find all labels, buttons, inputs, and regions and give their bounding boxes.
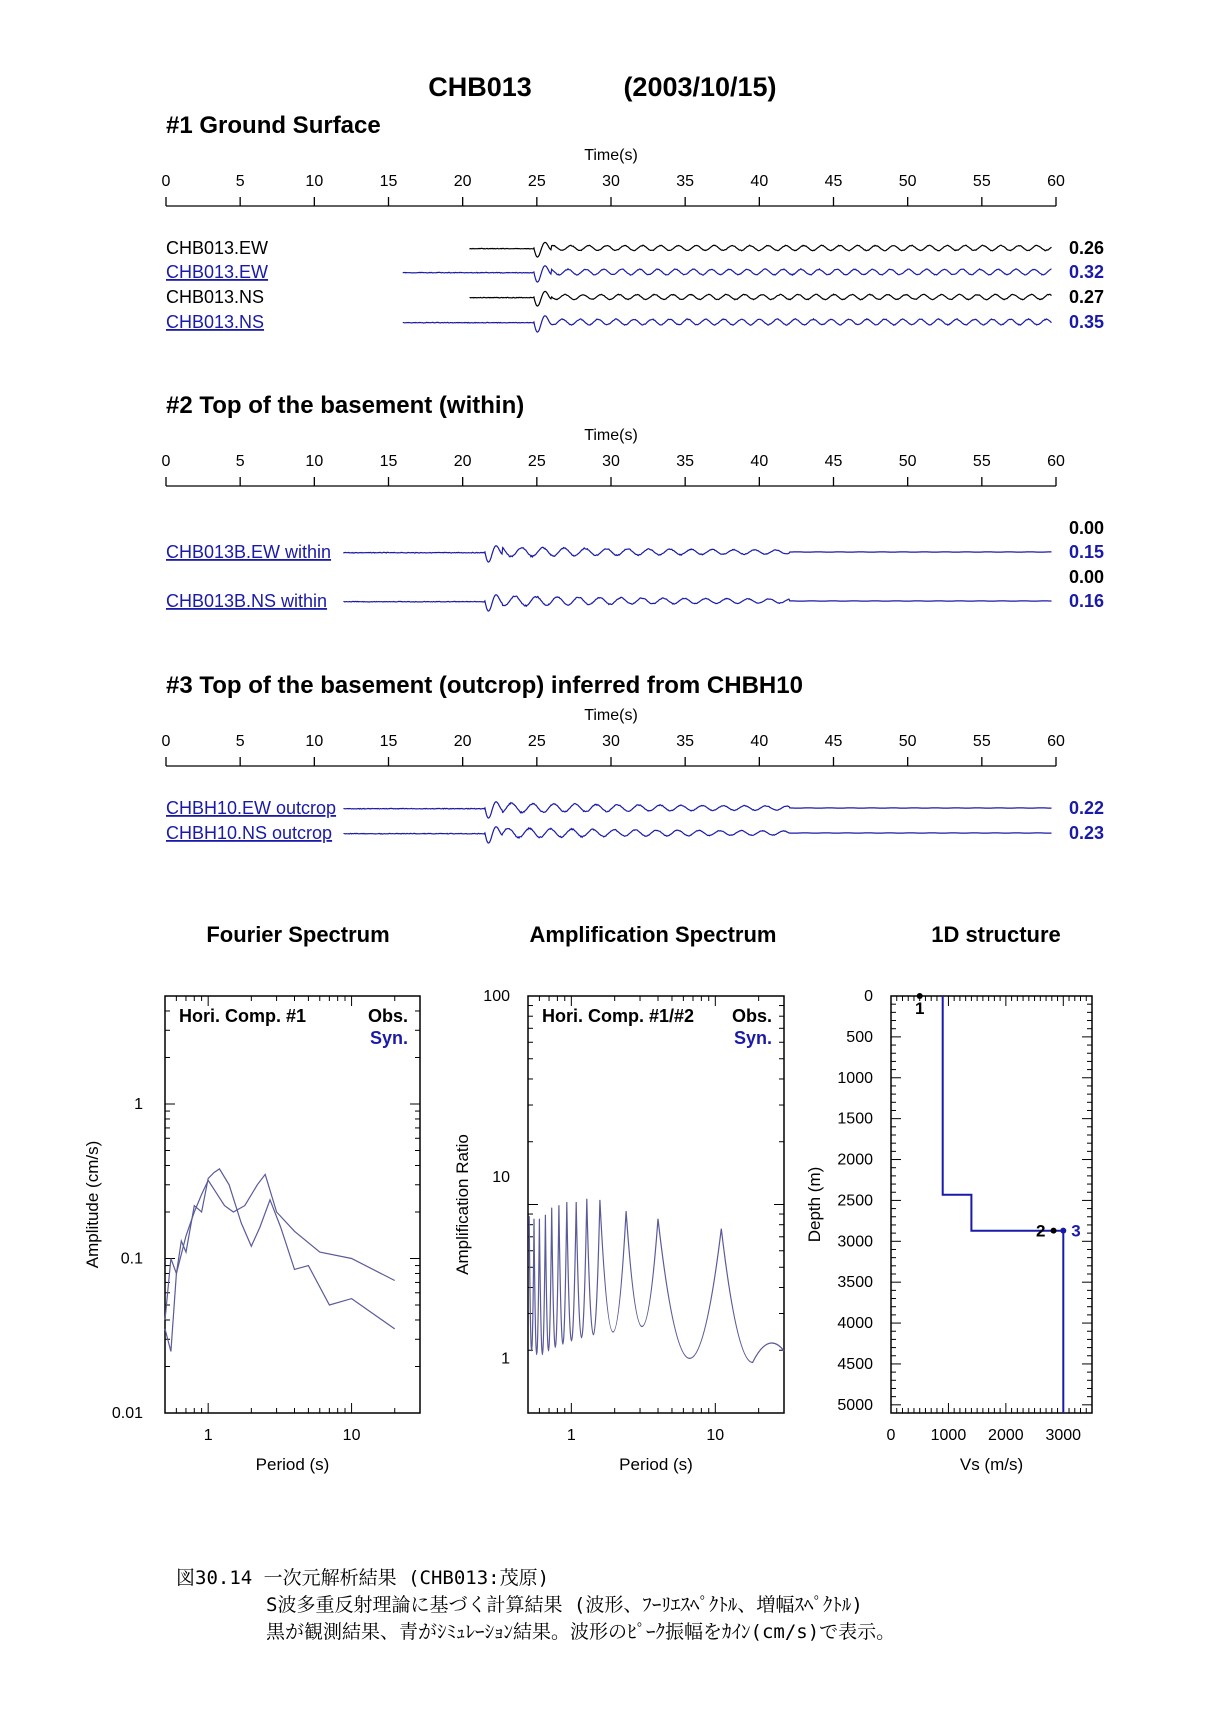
y-tick-label: 2000: [837, 1151, 873, 1169]
y-tick-label: 5000: [837, 1396, 873, 1414]
legend-obs: Obs.: [367, 1006, 408, 1026]
trace-peak-amplitude: 0.22: [1069, 798, 1105, 818]
trace-peak-amplitude: 0.32: [1069, 262, 1105, 282]
y-tick-label: 10: [492, 1169, 510, 1187]
chart-title: Amplification Spectrum: [529, 922, 777, 947]
waveform-panels: [162, 112, 1105, 843]
trace-peak-amplitude: 0.16: [1069, 591, 1105, 611]
time-tick-label: 40: [750, 453, 769, 470]
trace-label: CHB013B.NS within: [166, 591, 328, 611]
time-tick-label: 0: [161, 453, 171, 470]
layer-marker: [1060, 1228, 1066, 1234]
caption-line-2: S波多重反射理論に基づく計算結果 (波形、ﾌｰﾘｴｽﾍﾟｸﾄﾙ、増幅ｽﾍﾟｸﾄﾙ): [266, 1594, 863, 1616]
time-tick-label: 55: [972, 733, 991, 750]
layer-marker-label: 2: [1036, 1221, 1046, 1241]
time-tick-label: 20: [453, 733, 472, 750]
x-tick-label: 1: [566, 1427, 576, 1444]
y-tick-label: 100: [483, 988, 510, 1005]
y-tick-label: 1500: [837, 1110, 873, 1128]
time-tick-label: 10: [305, 733, 324, 750]
waveform-trace: [344, 827, 1052, 843]
x-axis-label: Period (s): [619, 1455, 693, 1474]
spectrum-line-obs: [165, 1174, 395, 1320]
time-tick-label: 15: [379, 453, 398, 470]
time-tick-label: 5: [235, 173, 245, 190]
time-tick-label: 55: [972, 173, 991, 190]
waveform-trace: [470, 242, 1051, 257]
waveform-trace: [344, 546, 1052, 562]
y-axis-label: Depth (m): [805, 1166, 824, 1243]
amplification-line-syn: [529, 1199, 784, 1363]
time-tick-label: 40: [750, 173, 769, 190]
figure-caption: [176, 1565, 895, 1646]
time-tick-label: 5: [235, 733, 245, 750]
trace-peak-amplitude: 0.23: [1069, 823, 1105, 843]
panel-title: #1 Ground Surface: [166, 112, 381, 139]
x-tick-label: 1000: [930, 1427, 967, 1444]
chart-title: Fourier Spectrum: [206, 922, 390, 947]
trace-label: CHBH10.EW outcrop: [166, 798, 337, 818]
y-tick-label: 0.01: [111, 1405, 143, 1422]
trace-label: CHB013.NS: [166, 287, 265, 307]
time-tick-label: 45: [824, 173, 843, 190]
y-tick-label: 2500: [837, 1192, 873, 1210]
waveform-trace: [344, 802, 1052, 818]
layer-marker: [1051, 1228, 1057, 1234]
x-tick-label: 10: [706, 1427, 725, 1444]
y-tick-label: 4000: [837, 1315, 873, 1333]
trace-peak-amplitude: 0.00: [1069, 518, 1105, 538]
y-tick-label: 3000: [837, 1233, 873, 1251]
time-tick-label: 0: [161, 733, 171, 750]
caption-line-1: 図30.14 一次元解析結果 (CHB013:茂原): [176, 1567, 550, 1589]
trace-peak-amplitude: 0.00: [1069, 567, 1105, 587]
y-tick-label: 1000: [837, 1069, 873, 1087]
trace-label: CHB013.EW: [166, 238, 269, 258]
time-axis-label: Time(s): [584, 147, 638, 164]
x-tick-label: 10: [342, 1427, 361, 1444]
time-tick-label: 45: [824, 453, 843, 470]
y-axis-label: Amplitude (cm/s): [83, 1140, 102, 1269]
time-axis-label: Time(s): [584, 707, 638, 724]
structure-plot-frame: [891, 996, 1092, 1413]
time-tick-label: 25: [527, 453, 546, 470]
inner-label: Hori. Comp. #1: [179, 1006, 307, 1026]
layer-marker-label: 3: [1071, 1221, 1081, 1241]
time-tick-label: 20: [453, 173, 472, 190]
time-tick-label: 60: [1047, 173, 1065, 190]
spectrum-line-syn: [165, 1169, 395, 1352]
time-tick-label: 10: [305, 173, 324, 190]
time-tick-label: 50: [898, 173, 917, 190]
trace-label: CHBH10.NS outcrop: [166, 823, 333, 843]
time-tick-label: 25: [527, 733, 546, 750]
time-tick-label: 35: [676, 173, 695, 190]
waveform-trace: [470, 291, 1051, 306]
time-tick-label: 45: [824, 733, 843, 750]
time-tick-label: 5: [235, 453, 245, 470]
layer-marker-label: 1: [914, 999, 925, 1018]
inner-label: Hori. Comp. #1/#2: [542, 1006, 695, 1026]
waveform-trace: [344, 595, 1052, 611]
y-tick-label: 1: [501, 1350, 510, 1368]
y-axis-label: Amplification Ratio: [453, 1134, 472, 1275]
trace-peak-amplitude: 0.26: [1069, 238, 1105, 258]
time-tick-label: 60: [1047, 733, 1065, 750]
panel-title: #2 Top of the basement (within): [166, 392, 525, 419]
time-tick-label: 15: [379, 173, 398, 190]
x-tick-label: 3000: [1045, 1427, 1082, 1444]
x-tick-label: 2000: [988, 1427, 1024, 1444]
time-tick-label: 35: [676, 453, 695, 470]
x-axis-label: Vs (m/s): [959, 1455, 1024, 1474]
caption-line-3: 黒が観測結果、青がｼﾐｭﾚｰｼｮﾝ結果。波形のﾋﾟｰｸ振幅をｶｲﾝ(cm/s)で表示。: [266, 1621, 896, 1643]
legend-obs: Obs.: [731, 1006, 772, 1026]
time-tick-label: 50: [898, 733, 917, 750]
time-tick-label: 60: [1047, 453, 1065, 470]
trace-peak-amplitude: 0.27: [1069, 287, 1105, 307]
x-tick-label: 0: [886, 1427, 896, 1444]
legend-syn: Syn.: [369, 1028, 408, 1048]
time-tick-label: 20: [453, 453, 472, 470]
trace-label: CHB013.NS: [166, 312, 265, 332]
spectrum-charts: [83, 922, 1092, 1474]
waveform-trace: [403, 316, 1051, 332]
trace-peak-amplitude: 0.35: [1069, 312, 1105, 332]
y-tick-label: 1: [134, 1095, 143, 1113]
y-tick-label: 0.1: [120, 1250, 143, 1268]
time-tick-label: 50: [898, 453, 917, 470]
time-tick-label: 30: [602, 733, 620, 750]
time-tick-label: 25: [527, 173, 546, 190]
x-tick-label: 1: [203, 1427, 213, 1444]
vs-profile-line: [943, 996, 1064, 1413]
panel-title: #3 Top of the basement (outcrop) inferred from CHBH10: [166, 672, 803, 699]
legend-syn: Syn.: [733, 1028, 772, 1048]
waveform-trace: [403, 266, 1051, 282]
time-tick-label: 55: [972, 453, 991, 470]
time-tick-label: 40: [750, 733, 769, 750]
x-axis-label: Period (s): [255, 1455, 330, 1474]
y-tick-label: 3500: [837, 1274, 873, 1292]
station-title: CHB013: [428, 72, 532, 102]
time-tick-label: 30: [602, 453, 620, 470]
y-tick-label: 500: [846, 1028, 873, 1046]
y-tick-label: 0: [864, 988, 873, 1005]
time-tick-label: 15: [379, 733, 398, 750]
time-tick-label: 35: [676, 733, 695, 750]
trace-label: CHB013B.EW within: [166, 542, 332, 562]
event-date: (2003/10/15): [623, 72, 777, 102]
chart-title: 1D structure: [931, 922, 1061, 947]
trace-peak-amplitude: 0.15: [1069, 542, 1105, 562]
time-tick-label: 30: [602, 173, 620, 190]
time-tick-label: 10: [305, 453, 324, 470]
trace-label: CHB013.EW: [166, 262, 269, 282]
y-tick-label: 4500: [837, 1355, 873, 1373]
time-axis-label: Time(s): [584, 427, 638, 444]
time-tick-label: 0: [161, 173, 171, 190]
